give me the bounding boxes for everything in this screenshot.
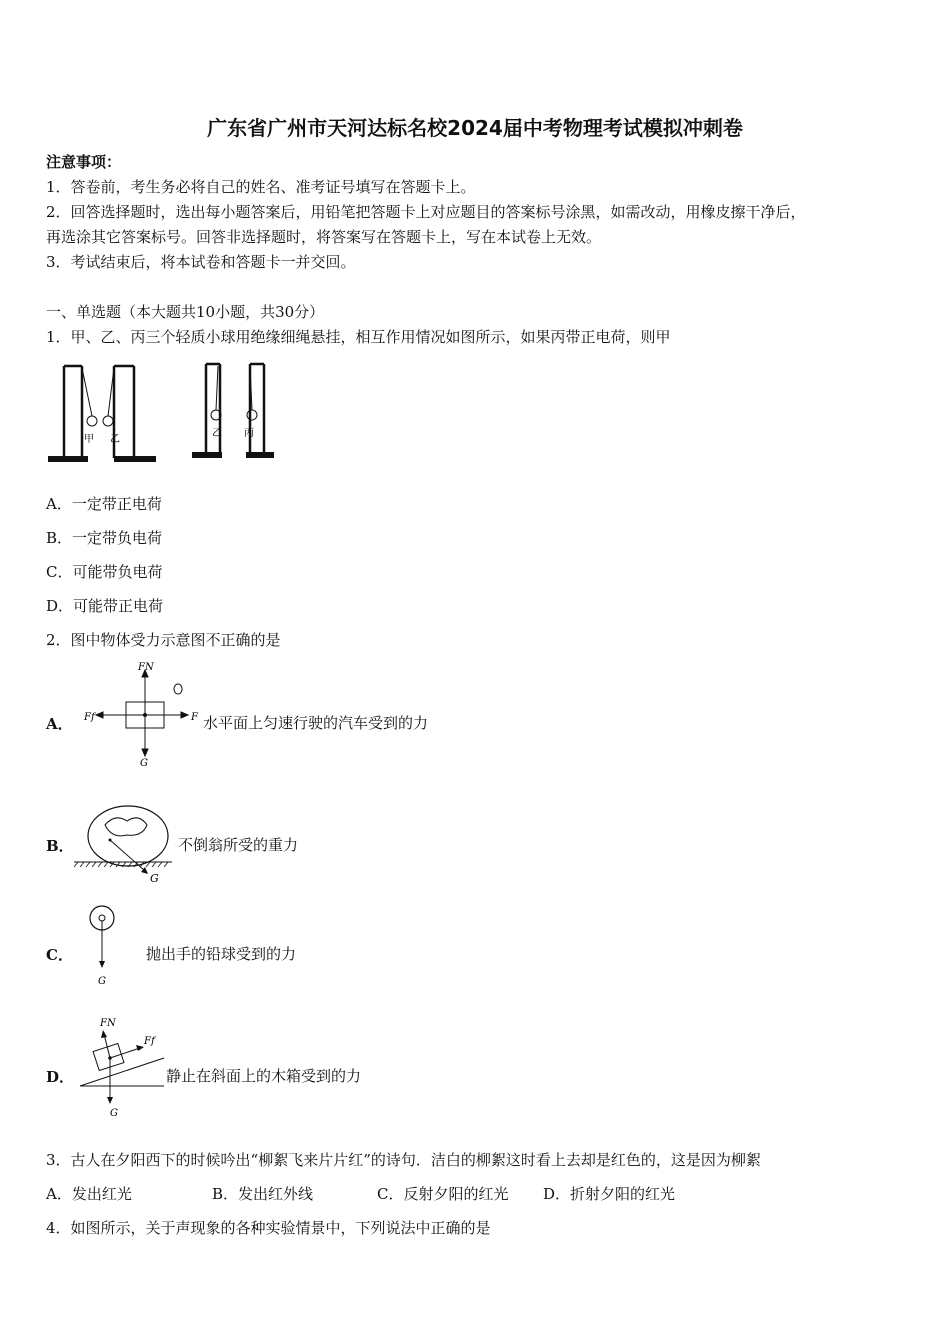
section-heading: 一、单选题（本大题共10小题，共30分）	[46, 303, 325, 321]
q2-stem: 2．图中物体受力示意图不正确的是	[46, 631, 281, 649]
q2-d-ff: Ff	[144, 1036, 155, 1047]
q1-label-yi: 乙	[110, 434, 120, 445]
q3-option-a: A．发出红光	[46, 1185, 132, 1203]
q1-label-yi2: 乙	[212, 428, 222, 439]
q1-stem: 1．甲、乙、丙三个轻质小球用绝缘细绳悬挂，相互作用情况如图所示，如果丙带正电荷，则甲	[46, 328, 671, 346]
q2-c-figure	[80, 902, 140, 992]
q1-label-bing: 丙	[244, 428, 254, 439]
q1-figure	[46, 358, 286, 468]
q2-b-figure	[70, 800, 180, 890]
q2-option-c-label: C．	[46, 946, 73, 964]
notice-heading: 注意事项：	[46, 153, 122, 171]
q2-a-ff: Ff	[84, 712, 95, 723]
q1-label-jia: 甲	[84, 434, 94, 445]
q2-a-f: F	[191, 712, 198, 723]
notice-item: 3．考试结束后，将本试卷和答题卡一并交回。	[46, 253, 356, 271]
q1-option-d: D．可能带正电荷	[46, 597, 164, 615]
q2-d-figure	[72, 1012, 172, 1122]
q2-d-fn: FN	[100, 1018, 116, 1029]
q4-stem: 4．如图所示，关于声现象的各种实验情景中，下列说法中正确的是	[46, 1219, 491, 1237]
q1-option-b: B．一定带负电荷	[46, 529, 163, 547]
notice-item: 再选涂其它答案标号。回答非选择题时，将答案写在答题卡上，写在本试卷上无效。	[46, 228, 602, 246]
q3-option-b: B．发出红外线	[212, 1185, 314, 1203]
notice-item: 1．答卷前，考生务必将自己的姓名、准考证号填写在答题卡上。	[46, 178, 476, 196]
q2-a-fn: FN	[138, 662, 154, 673]
q2-option-a-text: 水平面上匀速行驶的汽车受到的力	[203, 714, 429, 732]
q2-option-c-text: 抛出手的铅球受到的力	[146, 945, 297, 963]
q2-option-d-text: 静止在斜面上的木箱受到的力	[166, 1067, 362, 1085]
q2-c-g: G	[98, 976, 106, 987]
q2-a-g: G	[140, 758, 148, 769]
q3-option-d: D．折射夕阳的红光	[543, 1185, 676, 1203]
q2-b-g: G	[150, 872, 159, 885]
page-title: 广东省广州市天河达标名校2024届中考物理考试模拟冲刺卷	[207, 116, 743, 140]
q2-d-g: G	[110, 1108, 118, 1119]
q3-option-c: C．反射夕阳的红光	[377, 1185, 509, 1203]
q1-option-a: A．一定带正电荷	[46, 495, 162, 513]
q2-option-b-label: B．	[46, 837, 74, 855]
notice-item: 2．回答选择题时，选出每小题答案后，用铅笔把答题卡上对应题目的答案标号涂黑，如需改动，用橡皮擦干净后，	[46, 203, 806, 221]
q1-option-c: C．可能带负电荷	[46, 563, 163, 581]
q2-option-d-label: D．	[46, 1068, 75, 1086]
q3-stem: 3．古人在夕阳西下的时候吟出“柳絮飞来片片红”的诗句．洁白的柳絮这时看上去却是红色的，这是因为柳絮	[46, 1151, 761, 1169]
q2-option-a-label: A．	[46, 715, 73, 733]
q2-option-b-text: 不倒翁所受的重力	[178, 836, 299, 854]
q2-a-figure	[80, 660, 210, 770]
